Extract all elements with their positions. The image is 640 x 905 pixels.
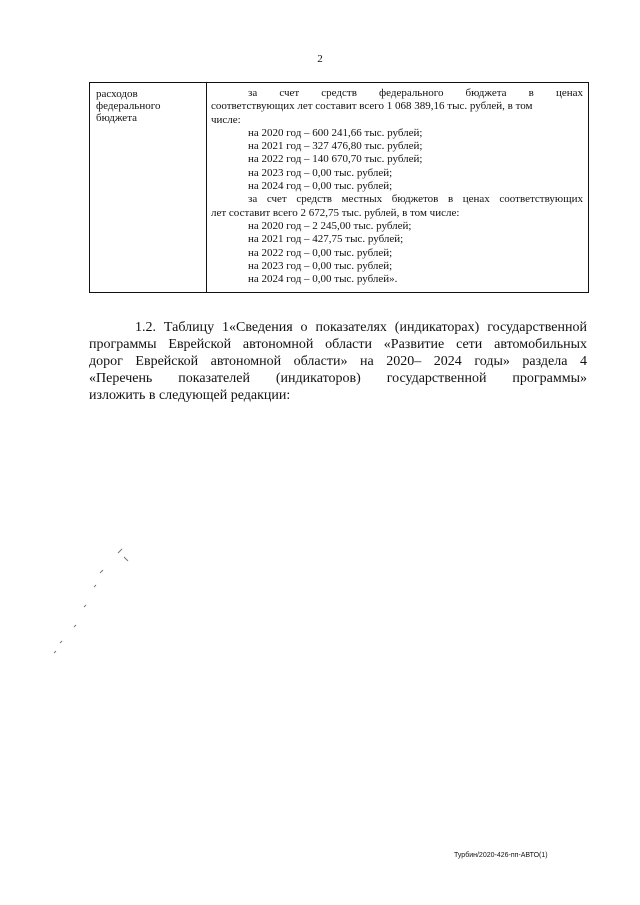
local-year-line: на 2021 год – 427,75 тыс. рублей; [248, 233, 404, 246]
federal-intro-line: за счет средств федерального бюджета в ценах [248, 87, 583, 99]
amendment-paragraph [89, 319, 587, 404]
federal-year-line: на 2021 год – 327 476,80 тыс. рублей; [248, 140, 423, 153]
scan-marks [40, 545, 140, 675]
federal-year-line: на 2022 год – 140 670,70 тыс. рублей; [248, 153, 423, 166]
local-year-line: на 2022 год – 0,00 тыс. рублей; [248, 246, 393, 259]
table-left-cell [90, 83, 207, 292]
page-number: 2 [317, 53, 323, 65]
federal-intro-line: соответствующих лет составит всего 1 068 389,16 тыс. рублей, в том [211, 100, 533, 113]
federal-year-line: на 2024 год – 0,00 тыс. рублей; [248, 180, 393, 193]
left-cell-line: бюджета [96, 112, 138, 124]
paragraph-line: изложить в следующей редакции: [89, 388, 291, 403]
budget-table [89, 82, 589, 293]
footer-code: Турбин/2020-426-пп-АВТО(1) [454, 852, 548, 859]
local-year-line: на 2023 год – 0,00 тыс. рублей; [248, 259, 393, 272]
federal-intro-line: числе: [211, 113, 241, 126]
left-cell-line: федерального [96, 100, 161, 112]
paragraph-line: дорог Еврейской автономной области» на 2020– 2024 годы» раздела 4 [89, 354, 587, 369]
local-year-line: на 2024 год – 0,00 тыс. рублей». [248, 273, 398, 286]
paragraph-line: программы Еврейской автономной области «Развитие сети автомобильных [89, 337, 587, 352]
federal-year-line: на 2023 год – 0,00 тыс. рублей; [248, 166, 393, 179]
local-year-line: на 2020 год – 2 245,00 тыс. рублей; [248, 219, 412, 232]
table-right-cell [207, 83, 588, 292]
paragraph-line: 1.2. Таблицу 1«Сведения о показателях (индикаторах) государственной [135, 320, 587, 335]
local-intro-line: за счет средств местных бюджетов в ценах соответствующих [248, 193, 583, 206]
paragraph-line: «Перечень показателей (индикаторов) государственной программы» [89, 371, 587, 386]
local-intro-line: лет составит всего 2 672,75 тыс. рублей, в том числе: [211, 206, 460, 219]
left-cell-line: расходов [96, 88, 138, 100]
federal-year-line: на 2020 год – 600 241,66 тыс. рублей; [248, 126, 423, 139]
